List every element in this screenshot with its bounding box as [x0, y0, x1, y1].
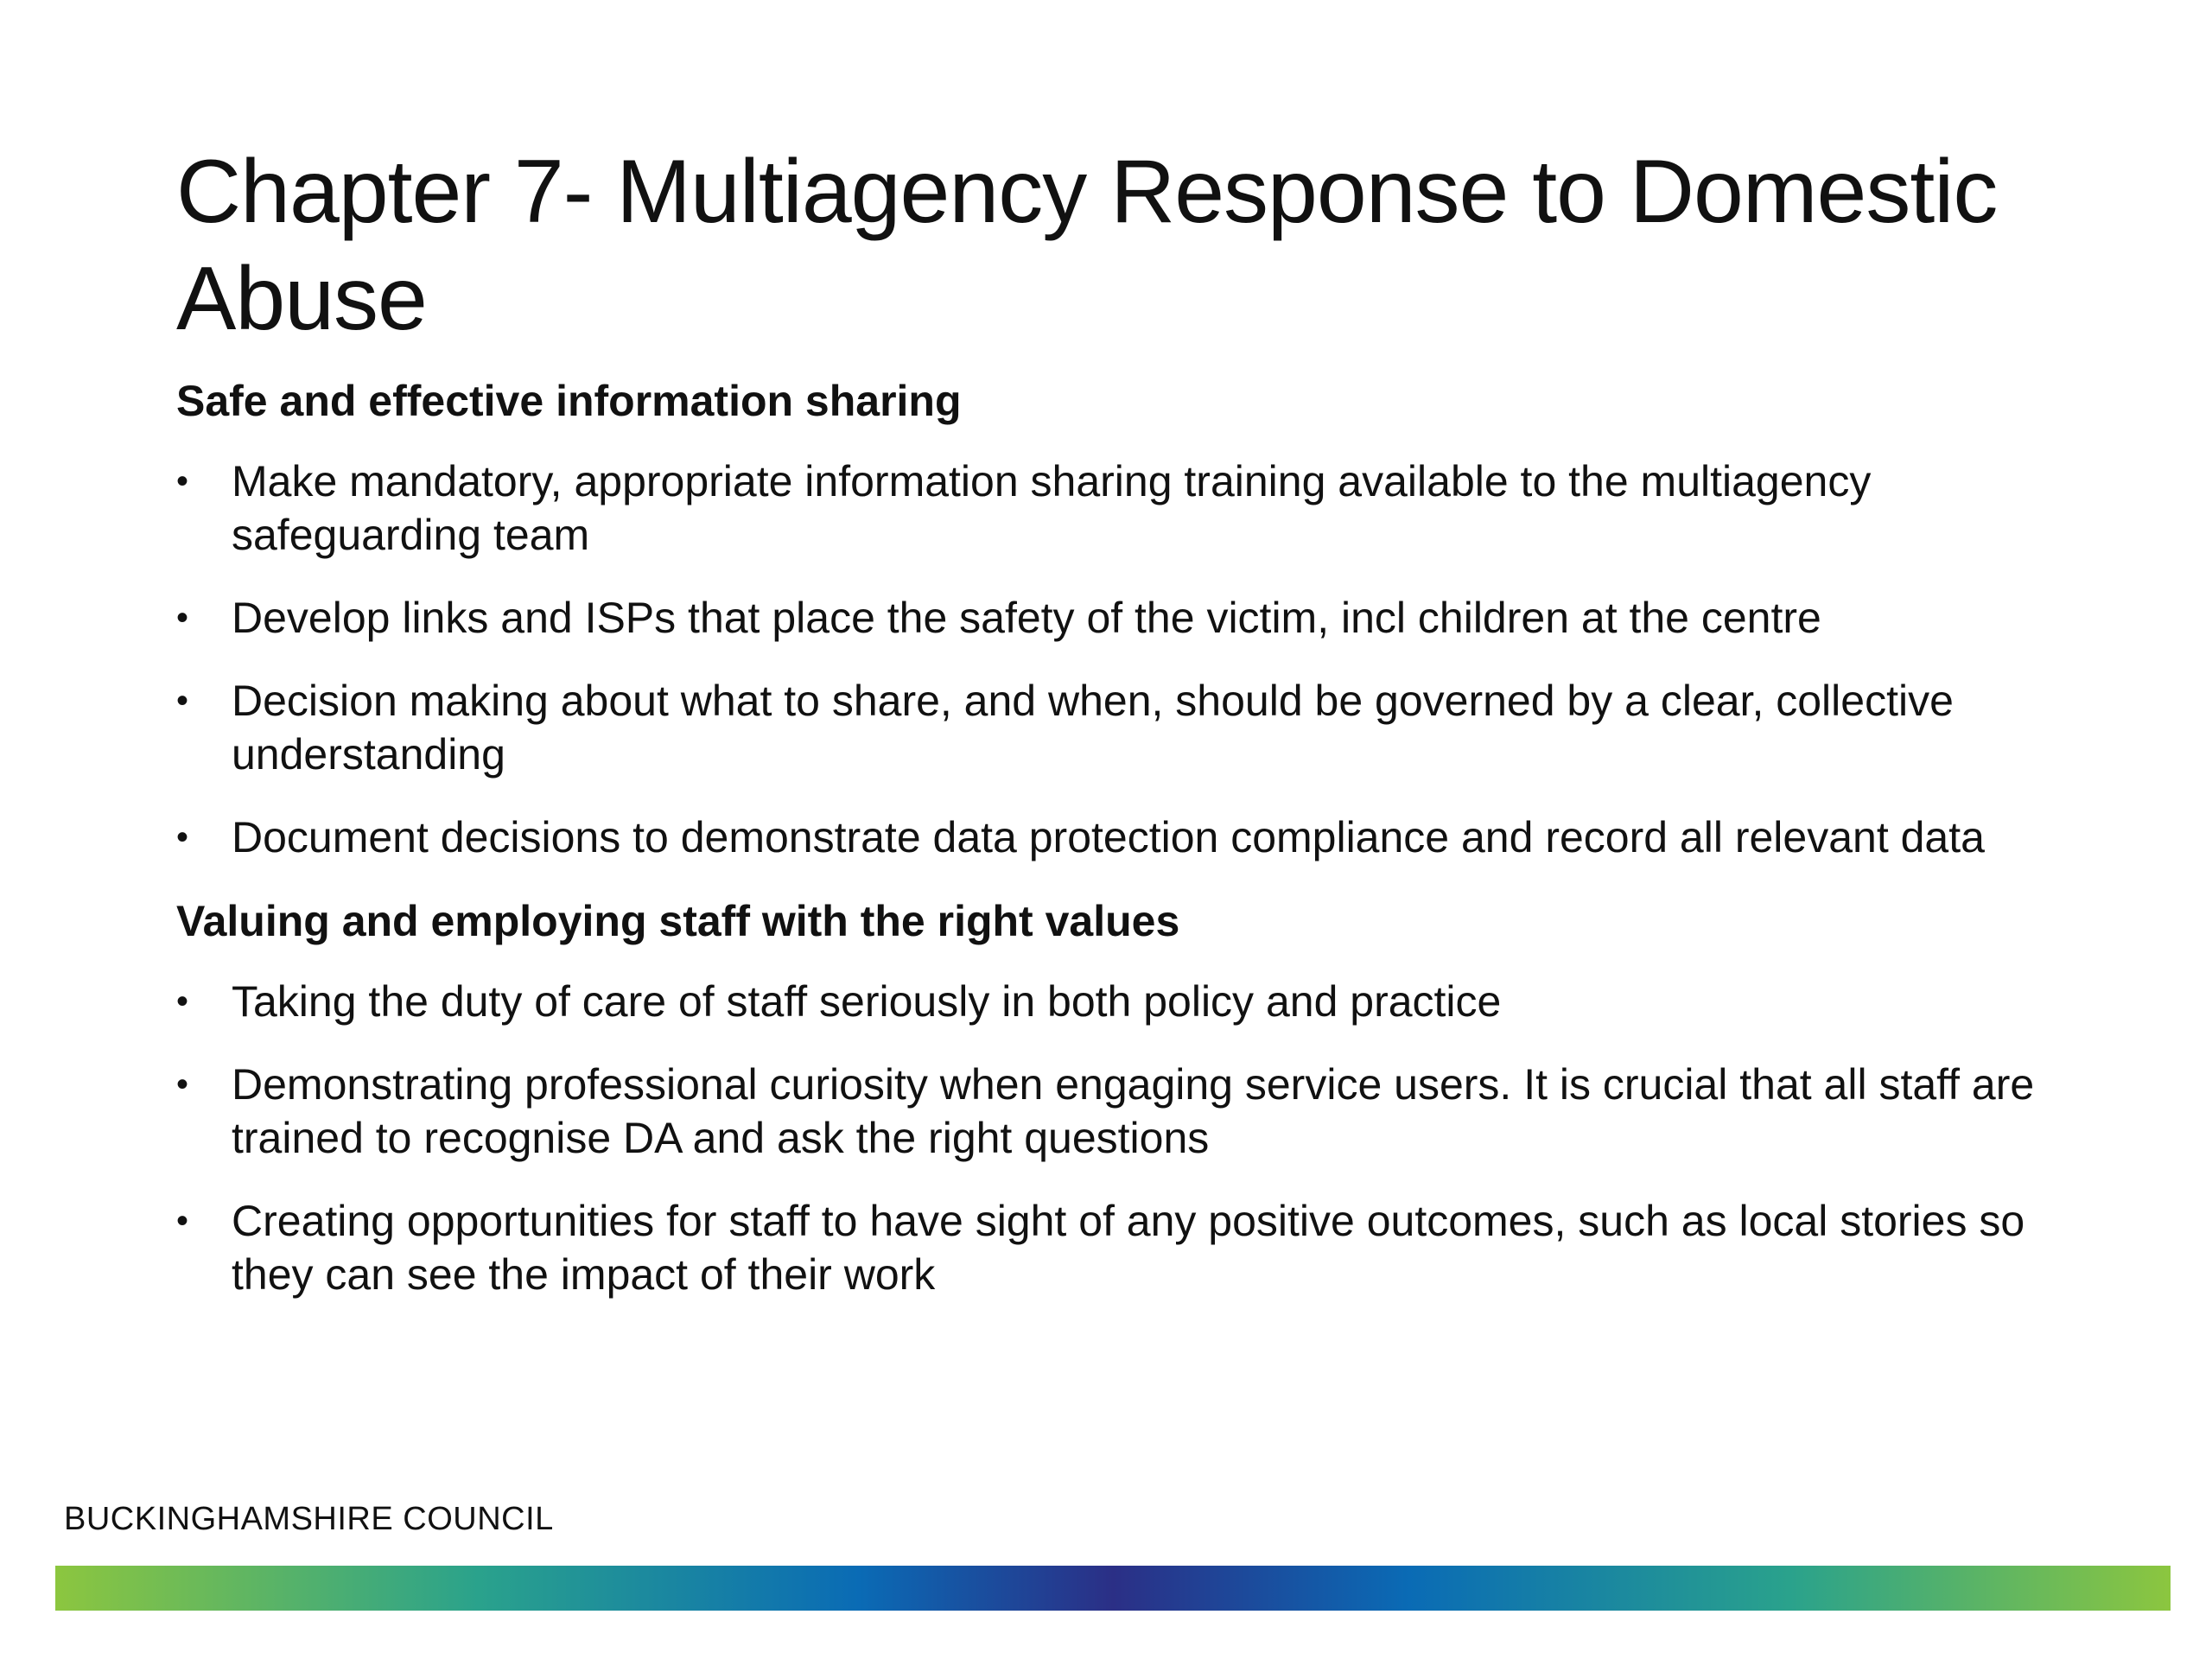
section-heading: Safe and effective information sharing — [176, 377, 962, 425]
bullet-text: Demonstrating professional curiosity when engaging service users. It is crucial that all staff are trained to recognise DA and ask the right questions — [232, 1060, 2035, 1162]
slide-content — [176, 373, 2077, 1331]
bullet-icon: • — [176, 982, 189, 1020]
bullet-text: Make mandatory, appropriate information sharing training available to the multiagency safeguarding team — [232, 457, 1872, 559]
bullet-icon: • — [176, 1202, 189, 1240]
bullet-item — [176, 810, 2077, 864]
bullet-icon: • — [176, 462, 189, 500]
bullet-item — [176, 975, 2077, 1028]
section-heading: Valuing and employing staff with the right values — [176, 897, 1180, 945]
slide-title: Chapter 7- Multiagency Response to Domestic Abuse — [176, 142, 1998, 349]
bullet-item — [176, 674, 2077, 781]
bullet-list — [176, 975, 2077, 1301]
bullet-icon: • — [176, 599, 189, 637]
bullet-item — [176, 591, 2077, 645]
bullet-item — [176, 454, 2077, 562]
section-information-sharing — [176, 373, 2077, 864]
bullet-text: Taking the duty of care of staff seriously in both policy and practice — [232, 977, 1502, 1026]
bullet-text: Decision making about what to share, and when, should be governed by a clear, collective understanding — [232, 677, 1954, 779]
bullet-text: Document decisions to demonstrate data protection compliance and record all relevant data — [232, 813, 1985, 861]
bullet-item — [176, 1058, 2077, 1165]
organisation-name: BUCKINGHAMSHIRE COUNCIL — [64, 1501, 554, 1537]
footer-gradient-bar — [55, 1566, 2171, 1611]
bullet-text: Develop links and ISPs that place the safety of the victim, incl children at the centre — [232, 594, 1821, 642]
bullet-icon: • — [176, 1065, 189, 1103]
bullet-list — [176, 454, 2077, 864]
bullet-item — [176, 1194, 2077, 1301]
bullet-text: Creating opportunities for staff to have sight of any positive outcomes, such as local stories so they can see the impact of their work — [232, 1197, 2025, 1299]
bullet-icon: • — [176, 682, 189, 720]
bullet-icon: • — [176, 818, 189, 856]
section-staff-values — [176, 893, 2077, 1301]
